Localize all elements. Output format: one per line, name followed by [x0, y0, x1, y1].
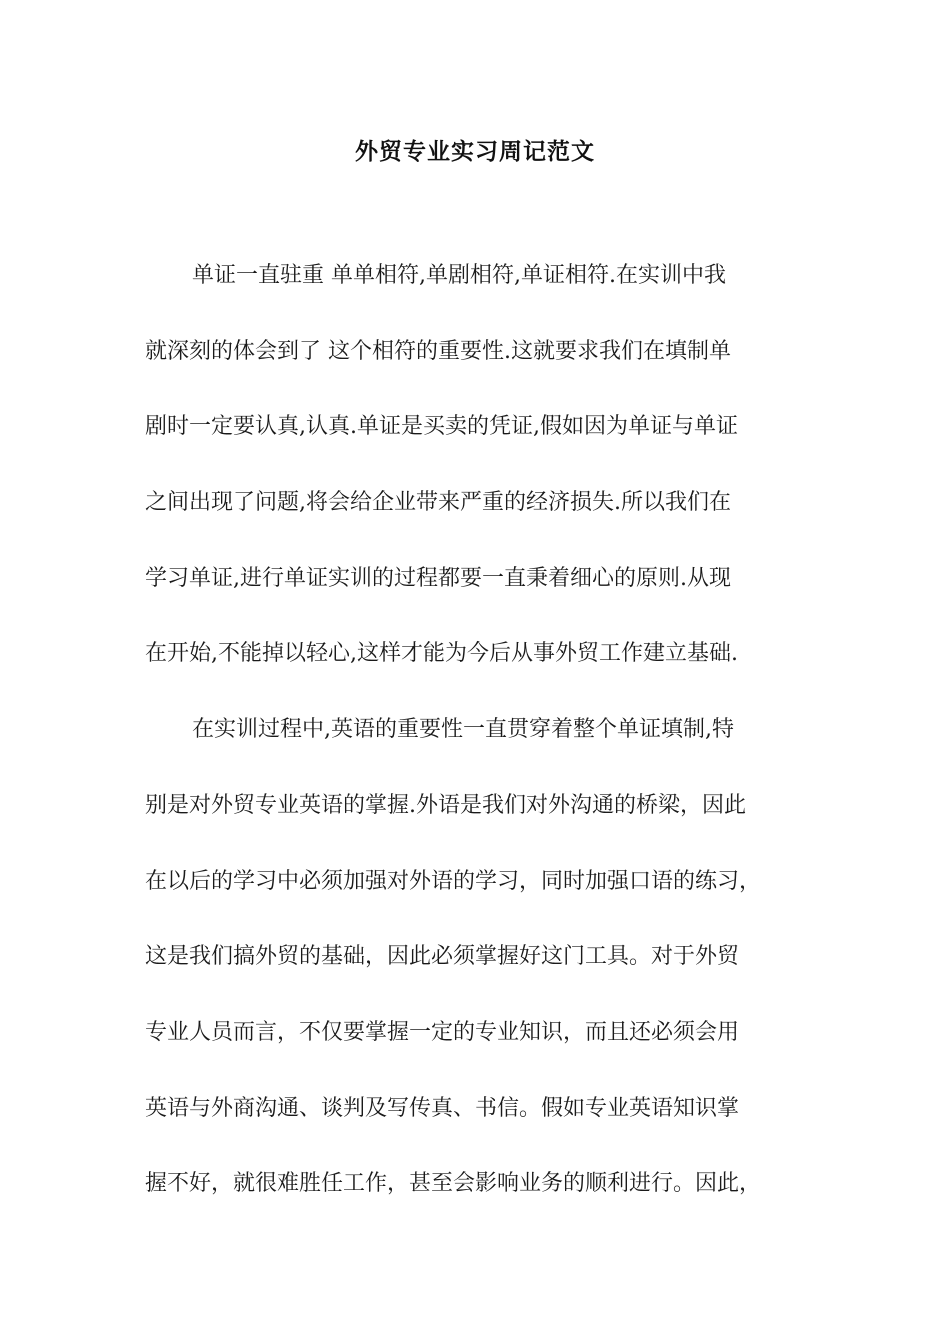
body-line: 学习单证,进行单证实训的过程都要一直秉着细心的原则.从现: [145, 565, 731, 591]
body-line: 之间出现了问题,将会给企业带来严重的经济损失.所以我们在: [145, 490, 731, 516]
body-line: 在开始,不能掉以轻心,这样才能为今后从事外贸工作建立基础.: [145, 641, 738, 667]
body-line: 在实训过程中,英语的重要性一直贯穿着整个单证填制,特: [192, 717, 734, 743]
document-body: [145, 256, 835, 1240]
body-line: 这是我们搞外贸的基础，因此必须掌握好这门工具。对于外贸: [145, 944, 740, 970]
body-line: 专业人员而言，不仅要掌握一定的专业知识，而且还必须会用: [145, 1019, 740, 1045]
body-line: 在以后的学习中必须加强对外语的学习，同时加强口语的练习，: [145, 868, 762, 894]
body-line: 别是对外贸专业英语的掌握.外语是我们对外沟通的桥梁，因此: [145, 792, 746, 818]
body-line: 就深刻的体会到了 这个相符的重要性.这就要求我们在填制单: [145, 338, 731, 364]
body-line: 单证一直驻重 单单相符,单剧相符,单证相符.在实训中我: [192, 263, 726, 288]
document-title: 外贸专业实习周记范文: [355, 139, 595, 165]
body-line: 剧时一定要认真,认真.单证是买卖的凭证,假如因为单证与单证: [145, 414, 738, 440]
body-line: 握不好，就很难胜任工作，甚至会影响业务的顺利进行。因此，: [145, 1171, 762, 1197]
body-line: 英语与外商沟通、谈判及写传真、书信。假如专业英语知识掌: [145, 1095, 740, 1121]
